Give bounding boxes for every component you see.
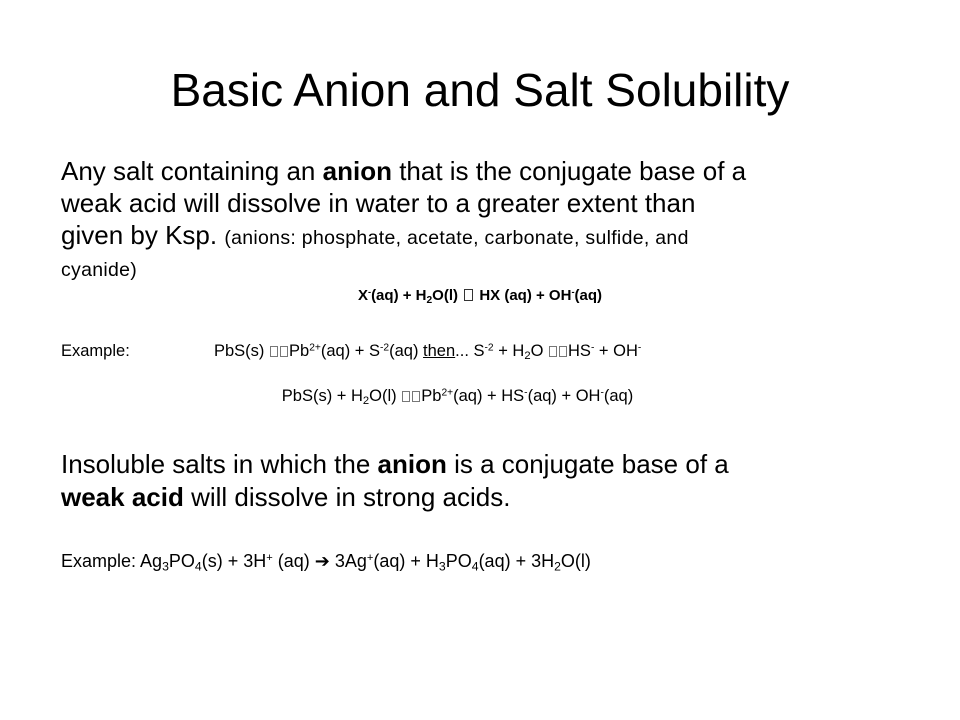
- example-net-equation: [0, 387, 915, 406]
- eq-term: + OH: [594, 342, 638, 360]
- superscript: -2: [484, 342, 494, 354]
- eq-term: ... S: [455, 342, 485, 360]
- superscript: -: [571, 286, 575, 297]
- subscript: 2: [362, 395, 370, 408]
- text-run: will dissolve in strong acids.: [183, 482, 511, 512]
- subscript: 4: [471, 559, 479, 574]
- superscript: 2+: [441, 387, 454, 399]
- eq-term: Pb: [289, 342, 310, 360]
- eq-term: Pb: [421, 387, 442, 405]
- superscript: -: [524, 387, 528, 399]
- eq-term: (aq) + OH: [527, 387, 601, 405]
- text-run: given by Ksp.: [61, 220, 225, 250]
- eq-term: (aq): [603, 387, 634, 405]
- eq-term: O(l): [432, 287, 463, 304]
- missing-glyph-box: [549, 346, 557, 357]
- eq-term: Example: Ag: [61, 551, 163, 571]
- subscript: 2: [554, 559, 561, 574]
- text-run: is a conjugate base of a: [446, 449, 729, 479]
- paragraph-line: [61, 219, 911, 254]
- eq-term: HS: [568, 342, 591, 360]
- eq-term: PO: [445, 551, 472, 571]
- paragraph-line: [61, 155, 911, 187]
- superscript: -: [590, 342, 595, 354]
- superscript: -: [637, 342, 642, 354]
- missing-glyph-box: [270, 346, 278, 357]
- bold-term-anion: anion: [322, 156, 392, 186]
- equation-anion-hydrolysis: [0, 287, 960, 304]
- paragraph-line: cyanide): [61, 259, 138, 281]
- anion-list: (anions: phosphate, acetate, carbonate, sulfide, and: [224, 227, 689, 249]
- subscript: 3: [162, 559, 169, 574]
- paragraph-strong-acids: [61, 448, 911, 514]
- superscript: -: [367, 286, 372, 297]
- eq-term: (aq) + H: [371, 287, 427, 304]
- eq-term: HX (aq) + OH: [475, 287, 572, 304]
- bold-term-anion: anion: [377, 449, 447, 479]
- eq-term: + H: [493, 342, 525, 360]
- eq-term: (aq) + HS: [453, 387, 525, 405]
- superscript: -: [600, 387, 604, 399]
- eq-term: (aq): [272, 551, 315, 571]
- paragraph-weak-acid-anions: [61, 155, 911, 286]
- missing-glyph-box: [280, 346, 288, 357]
- subscript: 2: [524, 350, 531, 363]
- paragraph-line: [61, 481, 911, 514]
- eq-term: O: [530, 342, 549, 360]
- text-run: Any salt containing an: [61, 156, 323, 186]
- eq-term: O(l): [560, 551, 591, 571]
- eq-term: (aq) + 3H: [478, 551, 555, 571]
- subscript: 3: [438, 559, 446, 574]
- example-label: Example:: [61, 342, 130, 360]
- reaction-arrow-icon: ➔: [314, 551, 330, 571]
- subscript: 4: [194, 559, 202, 574]
- eq-term: O(l): [369, 387, 402, 405]
- eq-term: X: [357, 287, 368, 304]
- missing-glyph-box: [402, 391, 410, 402]
- missing-glyph-box: [464, 289, 473, 301]
- eq-term: PbS(s): [214, 342, 270, 360]
- eq-term: 3Ag: [329, 551, 367, 571]
- eq-term: (aq) + S: [320, 342, 381, 360]
- example-pbs-dissolution: [61, 342, 941, 361]
- eq-term: (aq) + H: [373, 551, 439, 571]
- paragraph-line: weak acid will dissolve in water to a greater extent than: [61, 188, 696, 218]
- slide-title: Basic Anion and Salt Solubility: [170, 64, 790, 116]
- eq-term: PO: [168, 551, 195, 571]
- superscript: -2: [380, 342, 390, 354]
- superscript: +: [366, 551, 374, 564]
- eq-term: (aq): [574, 287, 603, 304]
- missing-glyph-box: [412, 391, 420, 402]
- superscript: 2+: [309, 342, 321, 354]
- superscript: +: [266, 551, 273, 564]
- example-ag3po4-dissolution: [61, 551, 941, 572]
- text-run: Insoluble salts in which the: [61, 449, 378, 479]
- missing-glyph-box: [559, 346, 567, 357]
- eq-term: (s) + 3H: [201, 551, 267, 571]
- paragraph-line: [61, 448, 911, 481]
- eq-term: PbS(s) + H: [281, 387, 363, 405]
- bold-term-weak-acid: weak acid: [61, 482, 184, 512]
- text-run: that is the conjugate base of a: [391, 156, 747, 186]
- eq-term: (aq): [389, 342, 424, 360]
- subscript: 2: [426, 294, 433, 306]
- underlined-then: then: [423, 342, 456, 360]
